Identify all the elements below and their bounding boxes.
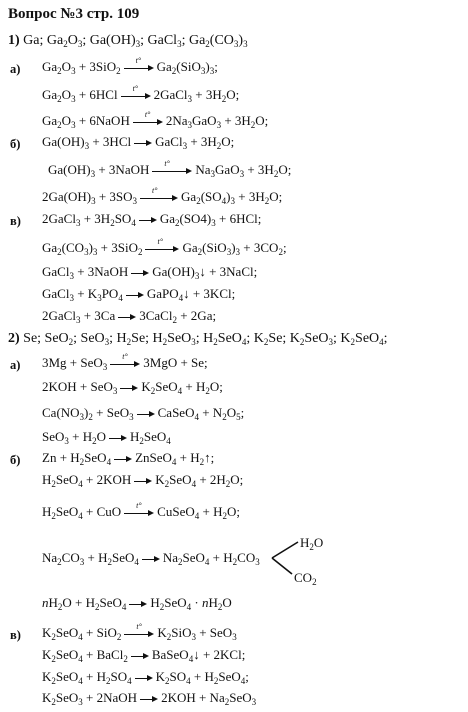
arrow-icon — [137, 409, 155, 419]
product-water: $H_2O$ — [300, 535, 324, 552]
equation-line: $nH_2O + H_2SeO_4$ $H_2SeO_4 \cdot nH_2O$ — [42, 595, 232, 612]
equation-line: 2GaCl$_3$ + 3Ca 3CaCl$_2$ + 2Ga; — [42, 308, 217, 325]
arrow-icon: t° — [110, 359, 140, 369]
arrow-icon: t° — [124, 63, 154, 73]
equation-line: GaCl$_3$ + $K_3PO_4$ GaPO$_4$↓ + 3KCl; — [42, 286, 236, 303]
equation-line: 3Mg + SeO$_3$ t° 3MgO + Se; — [42, 352, 208, 372]
arrow-icon — [126, 290, 144, 300]
equation-line: $K_2SeO_4 + H_2SO_4$ $K_2SO_4 + H_2SeO_4$; — [42, 669, 249, 686]
arrow-icon — [131, 268, 149, 278]
arrow-icon — [120, 383, 138, 393]
arrow-icon: t° — [121, 91, 151, 101]
arrow-icon: t° — [133, 117, 163, 127]
arrow-icon: t° — [124, 629, 154, 639]
equation-line: 2KOH + SeO$_3$ $K_2SeO_4 + H_2O$; — [42, 379, 223, 396]
arrow-icon: t° — [140, 193, 178, 203]
section-1-number: 1) — [8, 33, 20, 48]
arrow-icon — [131, 651, 149, 661]
equation-line: $2Ga(OH)_3 + 3SO_3$ t° $Ga_2(SO_4)_3 + 3H_2O$; — [42, 186, 283, 206]
equation-line: $K_2SeO_4 + SiO_2$ t° $K_2SiO_3 + SeO_3$ — [42, 622, 237, 642]
section-2-number: 2) — [8, 331, 20, 346]
arrow-icon — [118, 312, 136, 322]
arrow-icon — [109, 433, 127, 443]
page-title: Вопрос №3 стр. 109 — [8, 6, 140, 22]
label-a1: а) — [10, 62, 21, 76]
arrow-icon — [114, 454, 132, 464]
label-a2: а) — [10, 358, 21, 372]
equation-line: $Na_2CO_3 + H_2SeO_4$ $Na_2SeO_4 + H_2CO_3$ — [42, 550, 260, 567]
equation-line: $Ga(OH)_3$ + 3NaOH t° $Na_3GaO_3 + 3H_2O$; — [48, 159, 292, 179]
arrow-icon: t° — [124, 508, 154, 518]
equation-line: $Ga_2O_3 + 6HCl$ t° 2GaCl$_3$ + $3H_2O$; — [42, 84, 240, 104]
equation-line: $H_2SeO_4 + 2KOH$ $K_2SeO_4 + 2H_2O$; — [42, 472, 244, 489]
arrow-icon — [139, 215, 157, 225]
equation-line: $Ga_2O_3 + 3SiO_2$ t° $Ga_2(SiO_3)_3$; — [42, 56, 218, 76]
product-co2: $CO_2$ — [294, 570, 317, 587]
section-1-line: 1) Ga; $Ga_2O_3$; $Ga(OH)_3$; GaCl$_3$; $Ga_2(CO_3)_3$ — [8, 33, 248, 49]
arrow-icon: t° — [145, 244, 179, 254]
equation-line: $Ga(OH)_3 + 3HCl$ GaCl$_3$ + $3H_2O$; — [42, 134, 235, 151]
equation-line: GaCl$_3$ + 3NaOH $Ga(OH)_3↓$ + 3NaCl; — [42, 264, 258, 281]
arrow-icon — [134, 476, 152, 486]
equation-line: $SeO_3 + H_2O$ $H_2SeO_4$ — [42, 429, 171, 446]
equation-line: $Ga_2(CO_3)_3 + 3SiO_2$ t° $Ga_2(SiO_3)_3 + 3CO_2$; — [42, 237, 287, 257]
equation-line: $H_2SeO_4$ + CuO t° CuSeO$_4$ + $H_2O$; — [42, 501, 240, 521]
label-v1: в) — [10, 214, 21, 228]
label-b2: б) — [10, 453, 21, 467]
equation-line: $K_2SeO_4$ + BaCl$_2$ BaSeO$_4$↓ + 2KCl; — [42, 647, 246, 664]
arrow-icon — [129, 599, 147, 609]
label-b1: б) — [10, 137, 21, 151]
label-v2: в) — [10, 628, 21, 642]
equation-line: $K_2SeO_3$ + 2NaOH $2KOH + Na_2SeO_3$ — [42, 690, 257, 707]
equation-line: $Ga_2O_3$ + 6NaOH t° $2Na_3GaO_3 + 3H_2O$; — [42, 110, 269, 130]
equation-line: $Zn + H_2SeO_4$ ZnSeO$_4$ + $H_2↑$; — [42, 450, 215, 467]
arrow-icon — [134, 138, 152, 148]
arrow-icon — [135, 673, 153, 683]
equation-line: $Ca(NO_3)_2 + SeO_3$ CaSeO$_4$ + $N_2O_5$; — [42, 405, 245, 422]
arrow-icon: t° — [152, 166, 192, 176]
equation-line: 2GaCl$_3$ + $3H_2SO_4$ $Ga_2(SO4)_3 + 6HCl$; — [42, 211, 262, 228]
arrow-icon — [142, 554, 160, 564]
section-2-line: 2) Se; SeO$_2$; SeO$_3$; $H_2Se$; $H_2SeO_3$; $H_2SeO_4$; $K_2Se$; $K_2SeO_3$; $K_2SeO_4$; — [8, 331, 388, 347]
arrow-icon — [140, 694, 158, 704]
